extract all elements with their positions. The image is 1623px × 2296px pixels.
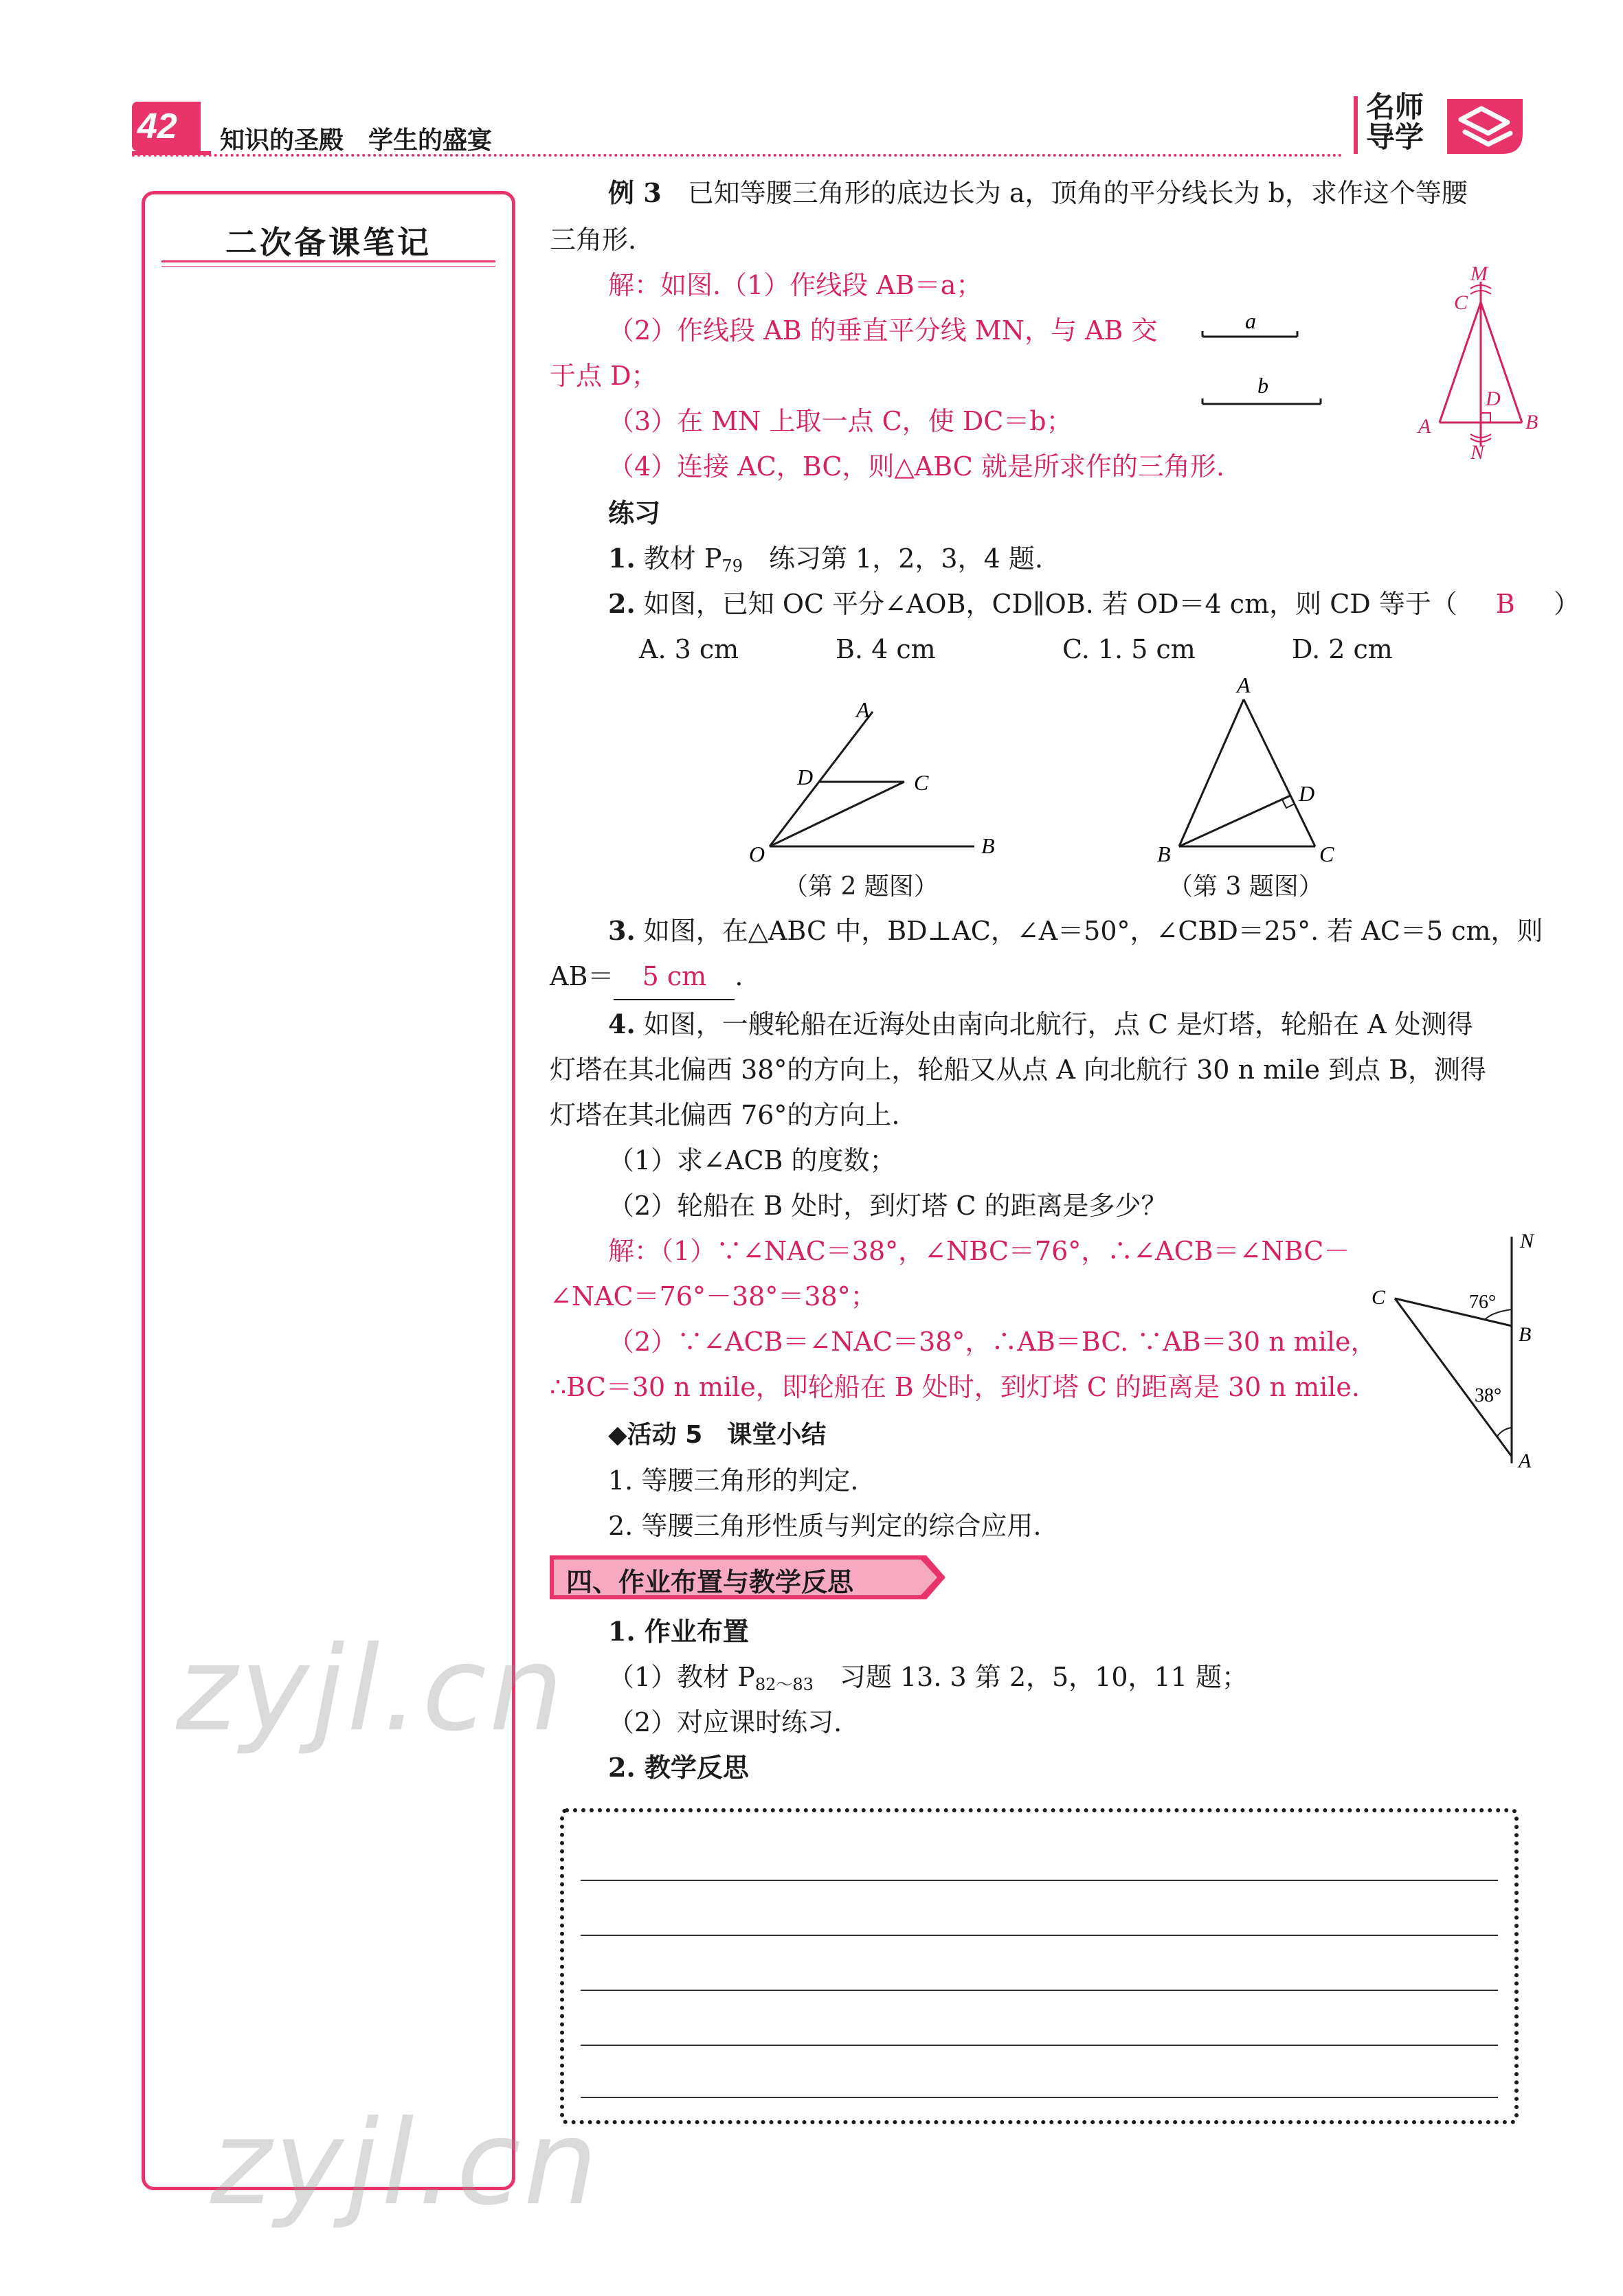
q3-number: 3. — [608, 915, 636, 946]
fig2-label-D: D — [797, 765, 814, 789]
notes-sidebar — [142, 191, 515, 2190]
reflection-line-5[interactable] — [581, 2097, 1498, 2098]
brand-logo-icon — [1440, 92, 1530, 158]
q1-rest: 练习第 1，2，3，4 题. — [742, 543, 1043, 574]
example3-sol4: （3）在 MN 上取一点 C，使 DC＝b； — [608, 406, 1073, 436]
task1-sub: 82～83 — [754, 1675, 814, 1694]
header-slogan: 知识的圣殿 学生的盛宴 — [220, 126, 493, 155]
q4-part1: （1）求∠ACB 的度数； — [608, 1145, 896, 1175]
example3-label: 例 3 — [608, 177, 662, 208]
example3-sol2: （2）作线段 AB 的垂直平分线 MN，与 AB 交 — [608, 315, 1158, 346]
reflection-heading: 2. 教学反思 — [608, 1752, 749, 1783]
reflection-line-2[interactable] — [581, 1935, 1498, 1936]
practice-q4-l1 — [608, 1002, 1473, 1047]
sidebar-title-rule-thin — [161, 266, 495, 267]
sidebar-title: 二次备课笔记 — [225, 224, 432, 261]
fig2-label-A: A — [856, 697, 870, 722]
sidebar-title-rule — [161, 260, 495, 262]
q2-option-a: A. 3 cm — [639, 634, 739, 664]
q4-text-l3: 灯塔在其北偏西 76°的方向上. — [550, 1100, 900, 1130]
activity5-item1: 1. 等腰三角形的判定. — [608, 1465, 859, 1496]
practice-q3-answer-line — [550, 954, 743, 1000]
header-dotted-rule — [132, 154, 1343, 157]
fig3-label-A: A — [1237, 673, 1251, 697]
fig-label-A: A — [1418, 415, 1431, 438]
task1-rest: 习题 13. 3 第 2，5，10，11 题； — [813, 1662, 1248, 1692]
fig4-label-C: C — [1372, 1286, 1386, 1309]
q2-close: ） — [1553, 589, 1580, 619]
practice-q3 — [608, 908, 1543, 954]
fig2-caption: （第 2 题图） — [783, 873, 939, 901]
fig2-label-C: C — [914, 770, 929, 795]
q2-text: 如图，已知 OC 平分∠AOB，CD∥OB. 若 OD＝4 cm，则 CD 等于（ — [643, 589, 1457, 619]
q1-sub: 79 — [721, 556, 743, 576]
q4-sol2: ∠NAC＝76°－38°＝38°； — [550, 1281, 877, 1312]
fig4-angle-76: 76° — [1469, 1292, 1497, 1313]
brand-line1: 名师 — [1366, 90, 1424, 124]
q4-part2: （2）轮船在 B 处时，到灯塔 C 的距离是多少？ — [608, 1191, 1167, 1221]
q3-suffix: . — [735, 961, 743, 991]
figure-q4 — [1367, 1223, 1546, 1484]
reflection-line-3[interactable] — [581, 1990, 1498, 1991]
q2-option-c: C. 1. 5 cm — [1062, 634, 1196, 664]
watermark-1: zyjl.cn — [176, 1621, 566, 1757]
activity5-title-text: ◆活动 5 课堂小结 — [608, 1421, 827, 1449]
q2-number: 2. — [608, 588, 636, 619]
section4-banner — [550, 1555, 948, 1599]
example3-sol3: 于点 D； — [550, 361, 658, 391]
practice-q2 — [608, 581, 1580, 627]
reflection-line-1[interactable] — [581, 1880, 1498, 1881]
homework-task2: （2）对应课时练习. — [608, 1707, 842, 1737]
fig2-label-B: B — [981, 833, 995, 858]
figure-q3 — [1148, 671, 1354, 877]
q4-sol1: 解：（1）∵∠NAC＝38°，∠NBC＝76°，∴∠ACB＝∠NBC－ — [608, 1236, 1350, 1266]
q1-number: 1. — [608, 543, 636, 574]
q4-sol4: ∴BC＝30 n mile，即轮船在 B 处时，到灯塔 C 的距离是 30 n mile. — [550, 1372, 1360, 1402]
fig3-label-B: B — [1157, 842, 1171, 866]
fig-label-D: D — [1486, 387, 1501, 410]
q2-answer: B — [1495, 589, 1515, 619]
q3-answer: 5 cm — [614, 954, 735, 1000]
segment-b-label: b — [1257, 373, 1268, 398]
fig3-label-D: D — [1299, 781, 1315, 806]
example3-sol1: 解：如图.（1）作线段 AB＝a； — [608, 270, 983, 300]
activity5-title — [608, 1413, 826, 1458]
example3-line1 — [608, 170, 1468, 216]
fig-label-C: C — [1454, 291, 1468, 314]
q1-text: 教材 P — [643, 543, 722, 574]
reflection-line-4[interactable] — [581, 2045, 1498, 2046]
q4-sol3: （2）∵∠ACB＝∠NAC＝38°，∴AB＝BC. ∵AB＝30 n mile， — [608, 1327, 1377, 1357]
q4-number: 4. — [608, 1009, 636, 1039]
fig2-label-O: O — [749, 842, 765, 866]
fig4-label-N: N — [1520, 1230, 1534, 1252]
q3-prefix: AB＝ — [550, 961, 614, 991]
fig4-label-A: A — [1519, 1450, 1532, 1472]
task1-pre: （1）教材 P — [608, 1662, 755, 1692]
figure-q2 — [742, 694, 1017, 886]
segments-figure — [1196, 302, 1333, 412]
q4-text-l2: 灯塔在其北偏西 38°的方向上，轮船又从点 A 向北航行 30 n mile 到点 B，测得 — [550, 1055, 1487, 1085]
fig4-label-B: B — [1519, 1323, 1532, 1346]
fig-label-M: M — [1470, 262, 1488, 285]
brand-text — [1366, 92, 1424, 153]
homework-heading: 1. 作业布置 — [608, 1616, 749, 1647]
section4-title: 四、作业布置与教学反思 — [566, 1567, 854, 1597]
fig3-caption: （第 3 题图） — [1168, 873, 1323, 901]
brand-line2: 导学 — [1366, 120, 1424, 154]
reflection-box — [560, 1808, 1519, 2124]
header-rule-red — [132, 151, 211, 155]
example3-text1: 已知等腰三角形的底边长为 a，顶角的平分线长为 b，求作这个等腰 — [687, 178, 1468, 208]
fig-label-B: B — [1525, 411, 1538, 434]
q3-text: 如图，在△ABC 中，BD⊥AC，∠A＝50°，∠CBD＝25°. 若 AC＝5 cm，则 — [643, 916, 1543, 946]
q2-option-b: B. 4 cm — [836, 634, 936, 664]
segment-a-label: a — [1245, 308, 1256, 333]
page-number: 42 — [137, 106, 177, 146]
watermark-2: zyjl.cn — [210, 2095, 601, 2231]
fig4-angle-38: 38° — [1475, 1385, 1502, 1406]
example3-text2: 三角形. — [550, 225, 637, 255]
fig-label-N: N — [1470, 441, 1485, 460]
practice-heading: 练习 — [608, 497, 661, 528]
q2-option-d: D. 2 cm — [1292, 634, 1393, 664]
example3-sol5: （4）连接 AC，BC，则△ABC 就是所求作的三角形. — [608, 451, 1225, 482]
fig3-label-C: C — [1319, 842, 1334, 866]
page-number-badge — [132, 102, 201, 151]
brand-separator — [1354, 96, 1358, 154]
q4-text-l1: 如图，一艘轮船在近海处由南向北航行，点 C 是灯塔，轮船在 A 处测得 — [643, 1009, 1473, 1039]
activity5-item2: 2. 等腰三角形性质与判定的综合应用. — [608, 1511, 1042, 1541]
construction-figure — [1402, 261, 1553, 460]
